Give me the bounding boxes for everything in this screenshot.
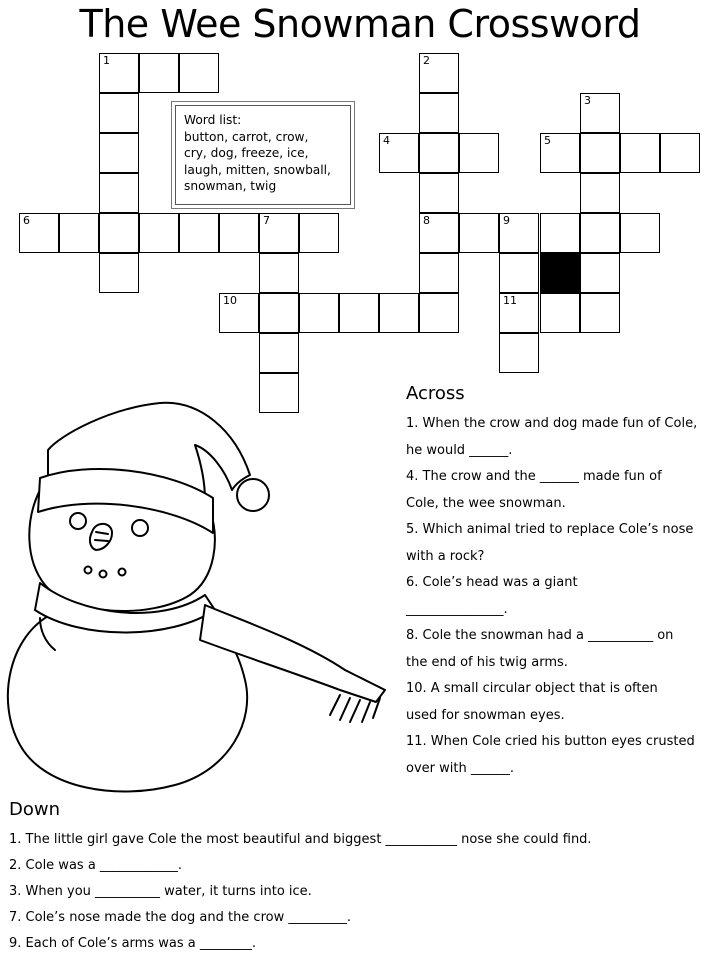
grid-cell[interactable] [499, 293, 539, 333]
grid-cell[interactable] [99, 133, 139, 173]
grid-cell[interactable] [99, 93, 139, 133]
grid-cell[interactable] [99, 173, 139, 213]
clue-line: 8. Cole the snowman had a __________ on [406, 628, 674, 643]
clue-line: _______________. [406, 601, 508, 617]
clue-line: over with ______. [406, 760, 514, 776]
word-list-label: Word list: [184, 113, 242, 127]
clue-number: 1 [103, 54, 110, 67]
grid-cell[interactable] [59, 213, 99, 253]
clue-number: 11 [503, 294, 517, 307]
across-clues [406, 381, 716, 782]
clue-line: 1. The little girl gave Cole the most beautiful and biggest ___________ nose she could find. [9, 832, 592, 847]
grid-cell[interactable] [580, 253, 620, 293]
crossword-grid [0, 0, 720, 420]
grid-cell[interactable] [259, 333, 299, 373]
clue-line: 5. Which animal tried to replace Cole’s nose [406, 522, 694, 537]
grid-cell[interactable] [379, 293, 419, 333]
clue-line: 1. When the crow and dog made fun of Cole, [406, 416, 698, 431]
clue-number: 2 [423, 54, 430, 67]
grid-cell[interactable] [620, 213, 660, 253]
down-clues [9, 797, 714, 957]
grid-cell[interactable] [580, 213, 620, 253]
clue-number: 4 [383, 134, 390, 147]
grid-cell[interactable] [419, 253, 459, 293]
clue-number: 7 [263, 214, 270, 227]
grid-cell[interactable] [540, 133, 580, 173]
grid-cell[interactable] [419, 93, 459, 133]
snowman-illustration [0, 400, 400, 800]
page-title: The Wee Snowman Crossword [79, 2, 641, 46]
grid-cell[interactable] [580, 93, 620, 133]
clue-line: 6. Cole’s head was a giant [406, 575, 578, 590]
clue-line: Cole, the wee snowman. [406, 495, 566, 511]
grid-cell[interactable] [259, 213, 299, 253]
clue-line: 10. A small circular object that is often [406, 681, 658, 696]
clue-number: 5 [544, 134, 551, 147]
word-list-line: cry, dog, freeze, ice, [184, 146, 309, 160]
grid-cell[interactable] [99, 253, 139, 293]
clue-line: the end of his twig arms. [406, 654, 568, 670]
grid-cell[interactable] [219, 213, 259, 253]
black-cell [540, 253, 580, 293]
grid-cell[interactable] [580, 133, 620, 173]
clue-line: 9. Each of Cole’s arms was a ________. [9, 936, 256, 951]
grid-cell[interactable] [259, 293, 299, 333]
grid-cell[interactable] [99, 53, 139, 93]
clue-number: 6 [23, 214, 30, 227]
clue-line: 2. Cole was a ____________. [9, 858, 183, 873]
grid-cell[interactable] [459, 133, 499, 173]
grid-cell[interactable] [419, 133, 459, 173]
clue-line: 11. When Cole cried his button eyes crusted [406, 734, 695, 749]
word-list-line: button, carrot, crow, [184, 129, 309, 144]
grid-cell[interactable] [419, 293, 459, 333]
clue-number: 9 [503, 214, 510, 227]
grid-cell[interactable] [259, 253, 299, 293]
grid-cell[interactable] [419, 213, 459, 253]
grid-cell[interactable] [499, 213, 539, 253]
word-list-box [171, 101, 355, 209]
grid-cell[interactable] [379, 133, 419, 173]
grid-cell[interactable] [540, 213, 580, 253]
grid-cell[interactable] [540, 293, 580, 333]
word-list-line: snowman, twig [184, 179, 277, 193]
grid-cell[interactable] [580, 173, 620, 213]
grid-cell[interactable] [139, 213, 179, 253]
grid-cell[interactable] [179, 213, 219, 253]
grid-cell[interactable] [339, 293, 379, 333]
grid-cell[interactable] [99, 213, 139, 253]
across-heading: Across [406, 383, 465, 404]
grid-cell[interactable] [19, 213, 59, 253]
grid-cell[interactable] [660, 133, 700, 173]
grid-cell[interactable] [620, 133, 660, 173]
down-heading: Down [9, 799, 61, 820]
grid-cell[interactable] [419, 53, 459, 93]
grid-cell[interactable] [219, 293, 259, 333]
clue-line: he would ______. [406, 442, 513, 458]
grid-cell[interactable] [499, 253, 539, 293]
clue-line: 7. Cole’s nose made the dog and the crow _________. [9, 910, 351, 925]
grid-cell[interactable] [179, 53, 219, 93]
grid-cell[interactable] [580, 293, 620, 333]
grid-cell[interactable] [299, 213, 339, 253]
clue-line: with a rock? [406, 548, 485, 564]
clue-line: 3. When you __________ water, it turns into ice. [9, 884, 312, 899]
word-list-line: laugh, mitten, snowball, [184, 162, 331, 177]
clue-line: 4. The crow and the ______ made fun of [406, 469, 662, 484]
clue-line: used for snowman eyes. [406, 707, 565, 723]
clue-number: 10 [223, 294, 237, 307]
grid-cell[interactable] [139, 53, 179, 93]
grid-cell[interactable] [459, 213, 499, 253]
grid-cell[interactable] [419, 173, 459, 213]
grid-cell[interactable] [299, 293, 339, 333]
clue-number: 8 [423, 214, 430, 227]
grid-cell[interactable] [499, 333, 539, 373]
clue-number: 3 [584, 94, 591, 107]
